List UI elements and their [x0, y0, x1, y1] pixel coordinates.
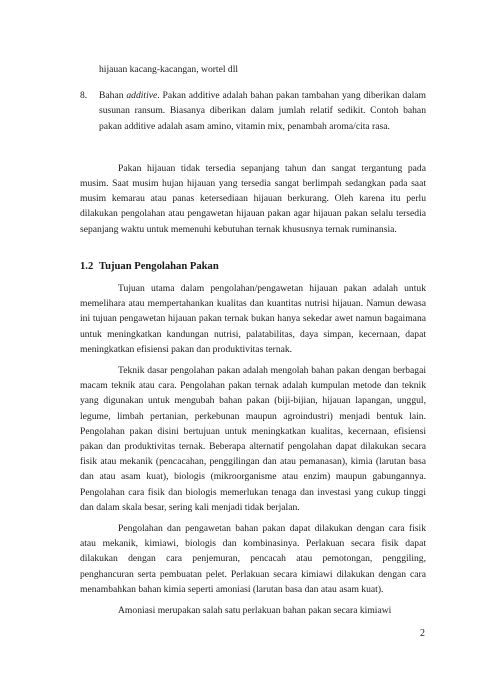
document-page [80, 62, 426, 618]
list-item-body: . Pakan additive adalah bahan pakan tambahan yang diberikan dalam susunan ransum. Biasanya diberikan dalam jumlah relatif sedikit. Contoh bahan pakan additive adalah asam amino, vitamin mix, penambah aroma/cita rasa. [99, 90, 426, 132]
list-item-8 [80, 88, 426, 134]
section-title: Tujuan Pengolahan Pakan [99, 260, 219, 272]
paragraph: Pengolahan dan pengawetan bahan pakan dapat dilakukan dengan cara fisik atau mekanik, kimiawi, biologis dan kombinasinya. Perlakuan secara fisik dapat dilakukan dengan cara penjemuran, pencacah atau pemotongan, penggiling, penghancuran serta pembuatan pelet. Perlakuan secara kimiawi dilakukan dengan cara menambahkan bahan kimia seperti amoniasi (larutan basa dan atau asam kuat). [80, 523, 426, 595]
list-item-prefix: Bahan [99, 90, 127, 102]
list-continuation: hijauan kacang-kacangan, wortel dll [99, 64, 239, 75]
list-item-text [99, 88, 426, 134]
paragraph: Teknik dasar pengolahan pakan adalah mengolah bahan pakan dengan berbagai macam teknik atau cara. Pengolahan pakan ternak adalah kumpulan metode dan teknik yang digunakan untuk mengubah bahan pakan (biji-bijian, hijauan lapangan, unggul, legume, limbah pertanian, perkebunan maupun agroindustri) menjadi bentuk lain. Pengolahan pakan disini bertujuan untuk meningkatkan kualitas, kecernaan, efisiensi pakan dan produktivitas ternak. Beberapa alternatif pengolahan dapat dilakukan secara fisik atau mekanik (pencacahan, penggilingan dan atau pemanasan), kimia (larutan basa dan atau asam kuat), biologis (mikroorganisme atau enzim) maupun gabungannya. Pengolahan cara fisik dan biologis memerlukan tenaga dan investasi yang cukup tinggi dan dalam skala besar, sering kali menjadi tidak berjalan. [80, 365, 426, 513]
section-number: 1.2 [80, 260, 94, 272]
paragraph: Amoniasi merupakan salah satu perlakuan bahan pakan secara kimiawi [118, 605, 392, 617]
page-number: 2 [420, 628, 425, 639]
list-item-term: additive [126, 90, 158, 102]
paragraph: Pakan hijauan tidak tersedia sepanjang tahun dan sangat tergantung pada musim. Saat musim hujan hijauan yang tersedia sangat berlimpah sedangkan pada saat musim kemarau atau panas ketersediaan hijauan berkurang. Oleh karena itu perlu dilakukan pengolahan atau pengawetan hijauan pakan agar hijauan pakan selalu tersedia sepanjang waktu untuk memenuhi kebutuhan ternak khususnya ternak ruminansia. [80, 162, 426, 235]
section-heading [80, 259, 426, 274]
paragraph: Tujuan utama dalam pengolahan/pengawetan hijauan pakan adalah untuk memelihara atau mempertahankan kualitas dan kuantitas nutrisi hijauan. Namun dewasa ini tujuan pengawetan hijauan pakan ternak bukan hanya sekedar awet namun bagaimana untuk meningkatkan kandungan nutrisi, palatabilitas, daya simpan, kecernaan, dapat meningkatkan efisiensi pakan dan produktivitas ternak. [80, 283, 426, 355]
list-number: 8. [80, 90, 88, 102]
